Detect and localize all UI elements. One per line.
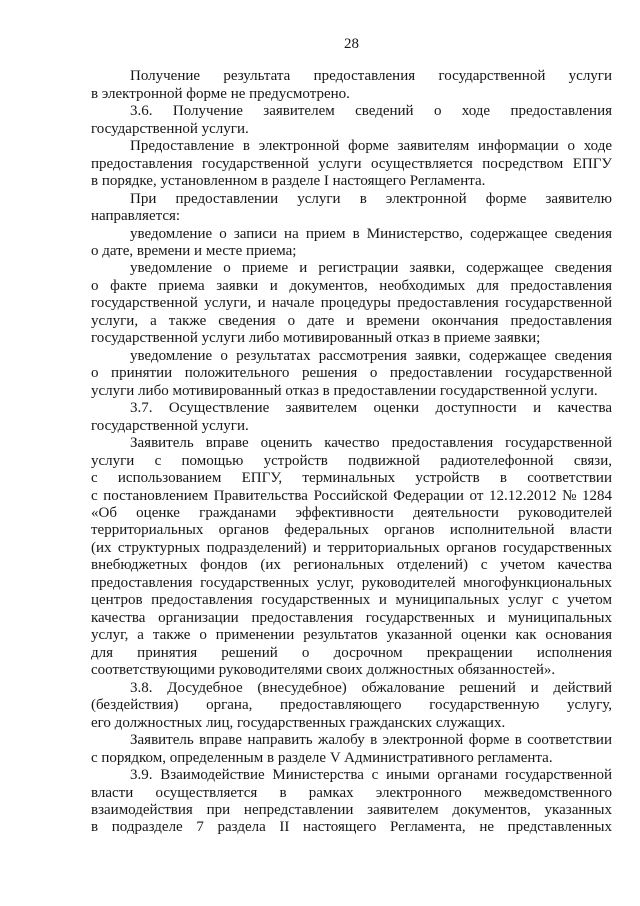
- text-line: центров предоставления государственных и муниципальных услуг с учетом: [91, 592, 612, 609]
- text-line: в электронной форме не предусмотрено.: [91, 85, 350, 102]
- text-line: 3.8. Досудебное (внесудебное) обжалование решений и действий: [130, 679, 612, 696]
- text-line: услуги с помощью устройств подвижной радиотелефонной связи,: [91, 452, 612, 469]
- text-line: о дате, времени и месте приема;: [91, 242, 297, 259]
- text-line: Заявитель вправе оценить качество предоставления государственной: [130, 435, 612, 452]
- text-line: услуги, а также сведения о дате и времени окончания предоставления: [91, 312, 612, 329]
- text-line: в подразделе 7 раздела II настоящего Регламента, не представленных: [91, 819, 612, 836]
- text-line: власти осуществляется в рамках электронного межведомственного: [91, 784, 612, 801]
- paragraph-3-9-interaction: [91, 767, 612, 837]
- paragraph-3-7-heading: [91, 400, 612, 435]
- text-line: о принятии положительного решения о предоставлении государственной: [91, 365, 612, 382]
- paragraph-3-6-info: [91, 138, 612, 190]
- text-line: предоставления государственной услуги осуществляется посредством ЕПГУ: [91, 155, 612, 172]
- text-line: государственной услуги, и начале процедуры предоставления государственной: [91, 295, 612, 312]
- text-line: Предоставление в электронной форме заявителям информации о ходе: [130, 138, 612, 155]
- text-line: территориальных органов федеральных органов исполнительной власти: [91, 522, 612, 539]
- text-line: государственной услуги.: [91, 417, 249, 434]
- text-line: качества организации предоставления государственных и муниципальных: [91, 609, 612, 626]
- text-line: уведомление о записи на прием в Министерство, содержащее сведения: [130, 225, 612, 242]
- text-line: государственной услуги либо мотивированный отказ в приеме заявки;: [91, 330, 541, 347]
- text-line: (их структурных подразделений) и территориальных органов государственных: [91, 539, 612, 556]
- text-line: для принятия решений о досрочном прекращении исполнения: [91, 644, 612, 661]
- text-line: взаимодействия при непредставлении заявителем документов, указанных: [91, 801, 612, 818]
- text-line: его должностных лиц, государственных гражданских служащих.: [91, 714, 506, 731]
- paragraph-notification-appointment: [91, 226, 612, 261]
- paragraph-3-6-heading: [91, 103, 612, 138]
- text-line: государственной услуги.: [91, 120, 249, 137]
- paragraph-3-6-notifications-intro: [91, 191, 612, 226]
- text-line: 3.7. Осуществление заявителем оценки доступности и качества: [130, 400, 612, 417]
- text-line: направляется:: [91, 208, 181, 225]
- text-line: «Об оценке гражданами эффективности деятельности руководителей: [91, 505, 612, 522]
- text-line: в порядке, установленном в разделе I настоящего Регламента.: [91, 173, 486, 190]
- text-line: 3.9. Взаимодействие Министерства с иными органами государственной: [130, 767, 612, 784]
- paragraph-3-7-quality-assessment: [91, 435, 612, 680]
- page-number: 28: [344, 36, 359, 52]
- text-line: внебюджетных фондов (их региональных отделений) с учетом качества: [91, 557, 612, 574]
- text-line: соответствующими руководителями своих должностных обязанностей».: [91, 662, 556, 679]
- paragraph-notification-results: [91, 348, 612, 400]
- paragraph-notification-registration: [91, 260, 612, 347]
- text-line: уведомление о результатах рассмотрения заявки, содержащее сведения: [130, 347, 612, 364]
- text-line: с порядком, определенным в разделе V Административного регламента.: [91, 749, 553, 766]
- paragraph-3-8-heading: [91, 680, 612, 732]
- text-line: с использованием ЕПГУ, терминальных устройств в соответствии: [91, 470, 612, 487]
- text-line: услуг, а также о применении результатов указанной оценки как основания: [91, 627, 612, 644]
- document-body: [91, 68, 612, 837]
- text-line: предоставления государственных услуг, руководителей многофункциональных: [91, 574, 612, 591]
- text-line: с постановлением Правительства Российской Федерации от 12.12.2012 № 1284: [91, 487, 612, 504]
- text-line: услуги либо мотивированный отказ в предоставлении государственной услуги.: [91, 382, 598, 399]
- text-line: 3.6. Получение заявителем сведений о ходе предоставления: [130, 103, 612, 120]
- paragraph-result-electronic: [91, 68, 612, 103]
- paragraph-3-8-complaint: [91, 732, 612, 767]
- text-line: Заявитель вправе направить жалобу в электронной форме в соответствии: [130, 732, 612, 749]
- text-line: Получение результата предоставления государственной услуги: [130, 68, 612, 85]
- text-line: уведомление о приеме и регистрации заявки, содержащее сведения: [130, 260, 612, 277]
- text-line: При предоставлении услуги в электронной форме заявителю: [130, 190, 612, 207]
- text-line: о факте приема заявки и документов, необходимых для предоставления: [91, 277, 612, 294]
- text-line: (бездействия) органа, предоставляющего государственную услугу,: [91, 697, 612, 714]
